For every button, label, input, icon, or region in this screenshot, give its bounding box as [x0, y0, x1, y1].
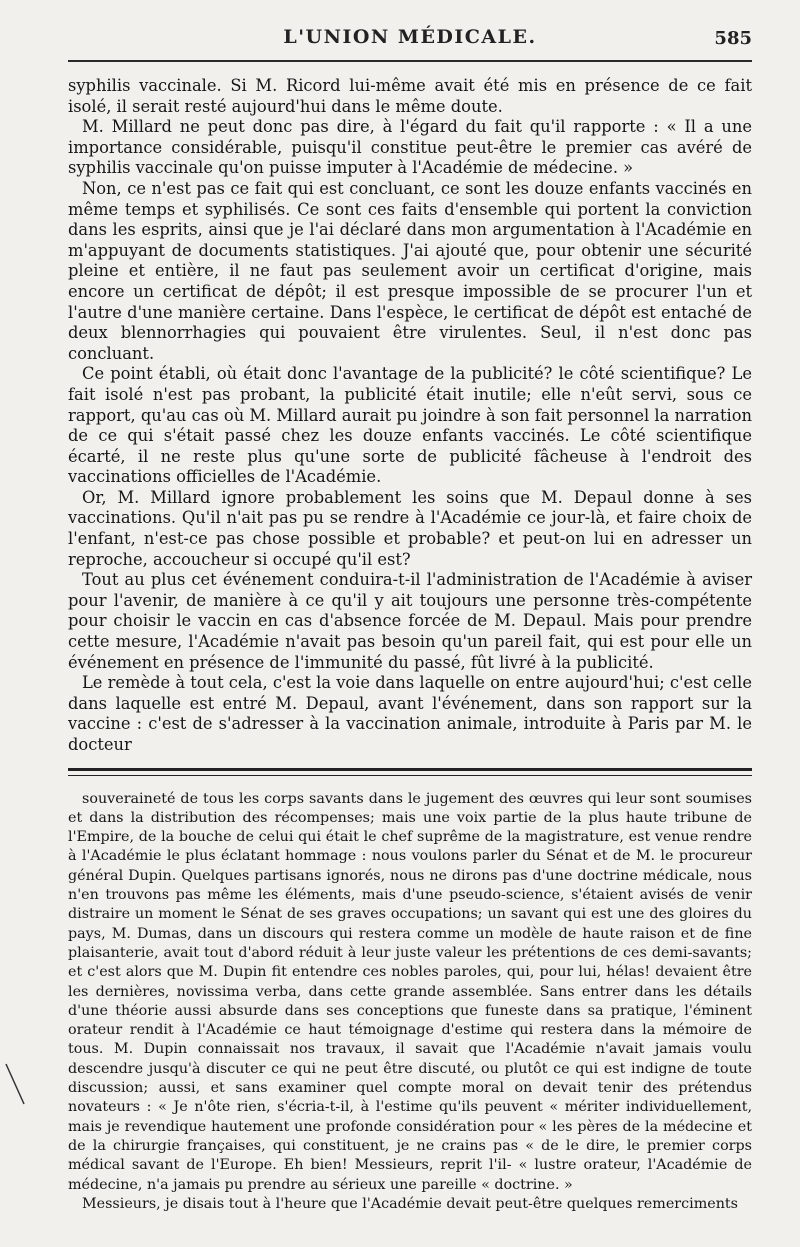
paragraph-3: Non, ce n'est pas ce fait qui est concluant, ce sont les douze enfants vaccinés en même temps et syphilisés. Ce sont ces faits d'ensemble qui portent la conviction dans les esprits, ainsi que je l'ai déclaré dans mon argumentation à l'Académie en m'appuyant de documents statistiques. J'ai ajouté que, pour obtenir une sécurité pleine et entière, il ne faut pas seulement avoir un certificat d'origine, mais encore un certificat de dépôt; il est presque impossible de se procurer l'un et l'autre d'une manière certaine. Dans l'espèce, le certificat de dépôt est entaché de deux blennorrhagies qui pouvaient être virulentes. Seul, il n'est donc pas concluant. [68, 178, 752, 363]
main-text [68, 76, 752, 756]
paragraph-5: Or, M. Millard ignore probablement les soins que M. Depaul donne à ses vaccinations. Qu'il n'ait pas pu se rendre à l'Académie ce jour-là, et faire choix de l'enfant, n'est-ce pas chose possible et probable? et peut-on lui en adresser un reproche, accoucheur si occupé qu'il est? [68, 487, 752, 569]
paragraph-6: Tout au plus cet événement conduira-t-il l'administration de l'Académie à aviser pour l'avenir, de manière à ce qu'il y ait toujours une personne très-compétente pour choisir le vaccin en cas d'absence forcée de M. Depaul. Mais pour prendre cette mesure, l'Académie n'avait pas besoin qu'un pareil fait, qui est pour elle un événement en présence de l'immunité du passé, fût livré à la publicité. [68, 570, 752, 672]
paragraph-7: Le remède à tout cela, c'est la voie dans laquelle on entre aujourd'hui; c'est celle dans laquelle est entré M. Depaul, avant l'événement, dans son rapport sur la vaccine : c'est de s'adresser à la vaccination animale, introduite à Paris par M. le docteur [68, 673, 752, 754]
paragraph-4: Ce point établi, où était donc l'avantage de la publicité? le côté scientifique? Le fait isolé n'est pas probant, la publicité était inutile; elle n'eût servi, sous ce rapport, qu'au cas où M. Millard aurait pu joindre à son fait personnel la narration de ce qui s'était passé chez les douze enfants vaccinés. Le côté scientifique écarté, il ne reste plus qu'une sorte de publicité fâcheuse à l'endroit des vaccinations officielles de l'Académie. [68, 364, 752, 487]
footnote-paragraph: souveraineté de tous les corps savants dans le jugement des œuvres qui leur sont soumises et dans la distribution des récompenses; mais une voix partie de la plus haute tribune de l'Empire, de la bouche de celui qui était le chef suprême de la magistrature, est venue rendre à l'Académie le plus éclatant hommage : nous voulons parler du Sénat et de M. le procureur général Dupin. Quelques partisans ignorés, nous ne dirons pas d'une doctrine médicale, nous n'en trouvons pas même les éléments, mais d'une pseudo-science, s'étaient avisés de venir distraire un moment le Sénat de ses graves occupations; un savant qui est une des gloires du pays, M. Dumas, dans un discours qui restera comme un modèle de haute raison et de fine plaisanterie, avait tout d'abord réduit à leur juste valeur les prétentions de ces demi-savants; et c'est alors que M. Dupin fit entendre ces nobles paroles, qui, pour lui, hélas! devaient être les dernières, novissima verba, dans cette grande assemblée. Sans entrer dans les détails d'une théorie aussi absurde dans ses conceptions que funeste dans sa pratique, l'éminent orateur rendit à l'Académie ce haut témoignage d'estime qui restera dans la mémoire de tous. M. Dupin connaissait nos travaux, il savait que l'Académie n'avait jamais voulu descendre jusqu'à discuter ce qui ne peut être discuté, ou plutôt ce qui est indigne de toute discussion; aussi, et sans examiner quel compte moral on devait tenir des prétendus novateurs : « Je n'ôte rien, s'écria-t-il, à l'estime qu'ils peuvent « mériter individuellement, mais je revendique hautement une profonde considération pour « les pères de la médecine et de la chirurgie françaises, qui constituent, je ne crains pas « de le dire, le premier corps médical savant de l'Europe. Eh bien! Messieurs, reprit l'il- « lustre orateur, l'Académie de médecine, n'a jamais pu prendre au sérieux une pareille « doctrine. » [68, 790, 752, 1193]
page [68, 22, 752, 1214]
paragraph-2: M. Millard ne peut donc pas dire, à l'égard du fait qu'il rapporte : « Il a une importance considérable, puisqu'il constitue peut-être le premier cas avéré de syphilis vaccinale qu'on puisse imputer à l'Académie de médecine. » [68, 117, 752, 178]
footnote-last-line: Messieurs, je disais tout à l'heure que l'Académie devait peut-être quelques remerciments [82, 1195, 739, 1212]
journal-title: L'UNION MÉDICALE. [283, 26, 537, 48]
page-number: 585 [714, 28, 752, 49]
margin-pencil-mark [4, 1062, 26, 1106]
footnote-separator [68, 768, 752, 776]
running-header [68, 22, 752, 58]
paragraph-1: syphilis vaccinale. Si M. Ricord lui-même avait été mis en présence de ce fait isolé, il serait resté aujourd'hui dans le même doute. [68, 76, 752, 116]
header-rule [68, 60, 752, 62]
footnote [68, 790, 752, 1215]
